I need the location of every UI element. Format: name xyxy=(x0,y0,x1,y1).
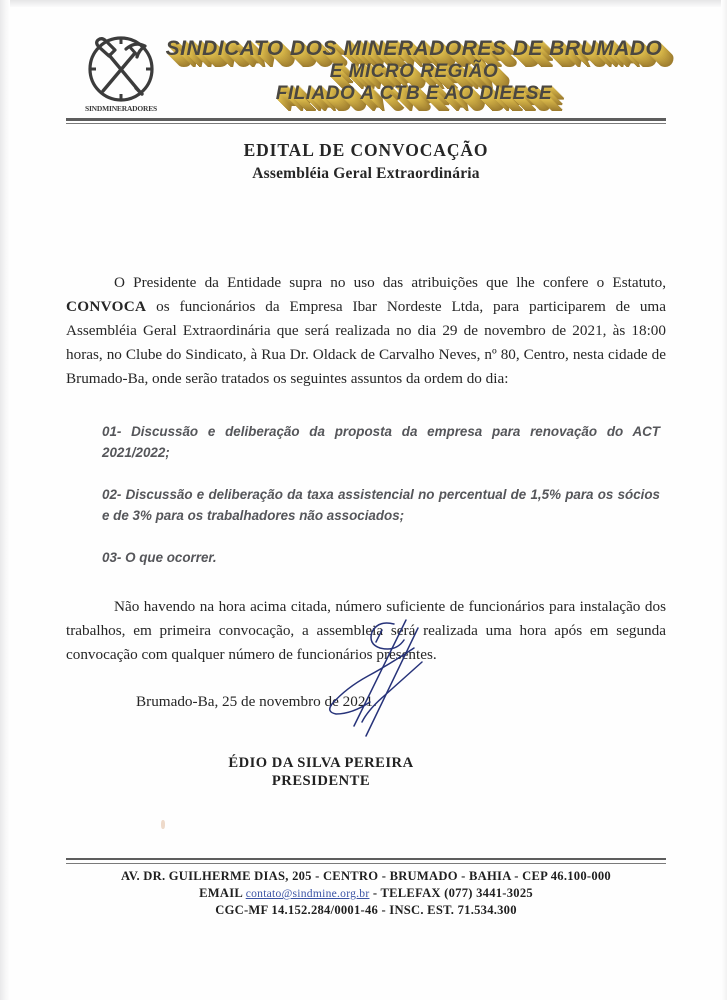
agenda-item: 01- Discussão e deliberação da proposta da empresa para renovação do ACT 2021/2022; xyxy=(102,424,660,461)
scan-artifact xyxy=(161,820,165,829)
logo-caption: SINDMINERADORES xyxy=(84,104,157,113)
closing-paragraph: Não havendo na hora acima citada, número suficiente de funcionários para instalação dos trabalhos, em primeira convocação, a assembleia será realizada uma hora após em segunda convocação com qualquer número de funcionários presentes. xyxy=(66,598,666,664)
union-logo xyxy=(73,35,169,123)
letterhead-line-2: E MICRO REGIÃO xyxy=(329,61,499,82)
footer-registration-line: CGC-MF 14.152.284/0001-46 - INSC. EST. 71.534.300 xyxy=(215,903,517,917)
signer-role: PRESIDENTE xyxy=(271,773,371,790)
scan-edge-top xyxy=(0,0,727,7)
signer-name: ÉDIO DA SILVA PEREIRA xyxy=(228,755,414,772)
agenda-item: 03- O que ocorrer. xyxy=(102,550,217,566)
opening-text-part1: O Presidente da Entidade supra no uso das atribuições que lhe confere o Estatuto, xyxy=(114,274,666,292)
scan-edge-right xyxy=(721,0,727,1000)
document-body xyxy=(66,256,666,790)
agenda-list xyxy=(66,421,666,568)
page-title: EDITAL DE CONVOCAÇÃO xyxy=(243,140,489,160)
agenda-item: 02- Discussão e deliberação da taxa assistencial no percentual de 1,5% para os sócios e de 3% para os trabalhadores não associados; xyxy=(102,487,660,524)
header-divider xyxy=(66,118,666,124)
document-title-block xyxy=(66,140,666,183)
scan-edge-left xyxy=(0,0,10,1000)
opening-text-part2: os funcionários da Empresa Ibar Nordeste Ltda, para participarem de uma Assembléia Geral Extraordinária que será realizada no dia 29 de novembro de 2021, às 18:00 horas, no Clube do Sindicato, à Rua Dr. Oldack de Carvalho Neves, nº 80, Centro, nesta cidade de Brumado-Ba, onde serão tratados os seguintes assuntos da ordem do dia: xyxy=(66,298,666,388)
page-subtitle: Assembléia Geral Extraordinária xyxy=(252,165,480,182)
footer-email-line xyxy=(66,885,666,902)
footer-contact-info xyxy=(66,868,666,919)
letterhead-line-1: SINDICATO DOS MINERADORES DE BRUMADO xyxy=(165,37,663,60)
footer-telefax: - TELEFAX (077) 3441-3025 xyxy=(369,886,533,900)
letterhead-wordart xyxy=(162,38,666,106)
pickaxe-shovel-emblem-icon xyxy=(73,35,169,105)
footer-address-line: AV. DR. GUILHERME DIAS, 205 - CENTRO - BRUMADO - BAHIA - CEP 46.100-000 xyxy=(121,869,611,883)
email-link[interactable]: contato@sindmine.org.br xyxy=(245,887,370,900)
letterhead xyxy=(66,32,666,118)
letterhead-line-3: FILIADO A CTB E AO DIEESE xyxy=(275,83,553,104)
convoca-emphasis: CONVOCA xyxy=(66,298,147,316)
footer-divider xyxy=(66,858,666,864)
opening-paragraph xyxy=(66,271,666,391)
signature-block xyxy=(66,755,666,790)
date-line: Brumado-Ba, 25 de novembro de 2021. xyxy=(136,693,377,711)
footer-email-label: EMAIL xyxy=(199,886,246,900)
